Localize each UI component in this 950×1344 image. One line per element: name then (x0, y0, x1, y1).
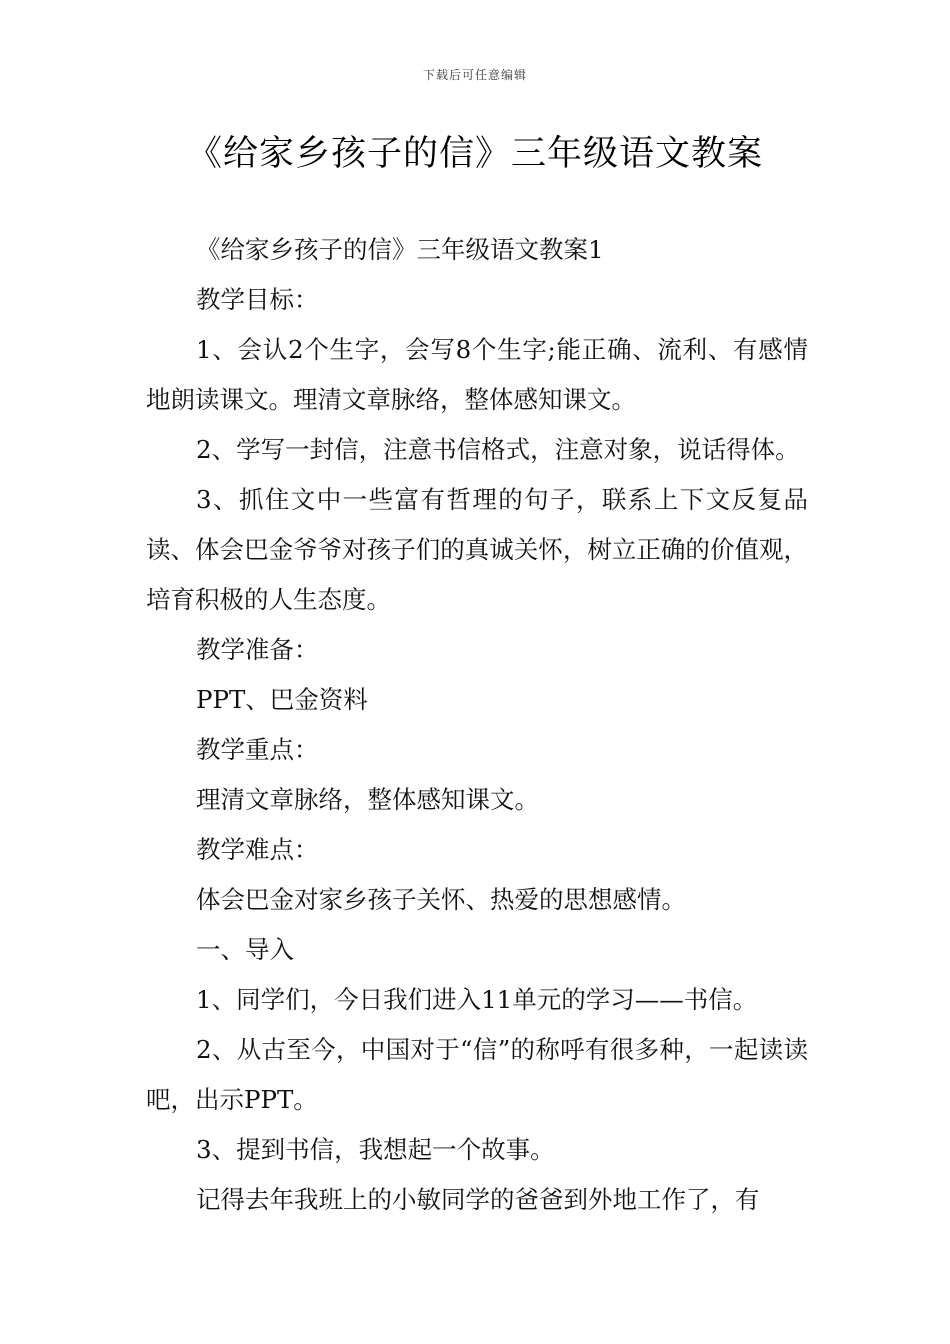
paragraph-preparation: PPT、巴金资料 (196, 685, 368, 714)
header-note: 下载后可任意编辑 (422, 68, 527, 82)
paragraph-heading-difficulties: 教学难点： (196, 835, 319, 864)
paragraph-intro-1: 1、同学们，今日我们进入11单元的学习——书信。 (196, 985, 758, 1014)
paragraph-intro-3: 3、提到书信，我想起一个故事。 (196, 1135, 555, 1164)
paragraph-goal-3: 3、抓住文中一些富有哲理的句子，联系上下文反复品读、体会巴金爷爷对孩子们的真诚关怀，树立正确的价值观，培育积极的人生态度。 (146, 485, 808, 614)
paragraph-difficulties: 体会巴金对家乡孩子关怀、热爱的思想感情。 (196, 885, 686, 914)
paragraph-section-intro: 一、导入 (196, 935, 294, 964)
paragraph-heading-goals: 教学目标： (196, 285, 319, 314)
paragraph-intro-2: 2、从古至今，中国对于“信”的称呼有很多种，一起读读吧，出示PPT。 (146, 1035, 808, 1114)
page-title: 《给家乡孩子的信》三年级语文教案 (186, 134, 763, 174)
paragraph-story: 记得去年我班上的小敏同学的爸爸到外地工作了，有 (196, 1185, 760, 1214)
paragraph-key-points: 理清文章脉络，整体感知课文。 (196, 785, 539, 814)
paragraph-subtitle: 《给家乡孩子的信》三年级语文教案1 (196, 235, 604, 264)
paragraph-heading-key-points: 教学重点： (196, 735, 319, 764)
paragraph-goal-1: 1、会认2个生字，会写8个生字;能正确、流利、有感情地朗读课文。理清文章脉络，整体感知课文。 (146, 335, 808, 414)
document-body (146, 225, 808, 1225)
paragraph-goal-2: 2、学写一封信，注意书信格式，注意对象，说话得体。 (196, 435, 800, 464)
paragraph-heading-preparation: 教学准备： (196, 635, 319, 664)
